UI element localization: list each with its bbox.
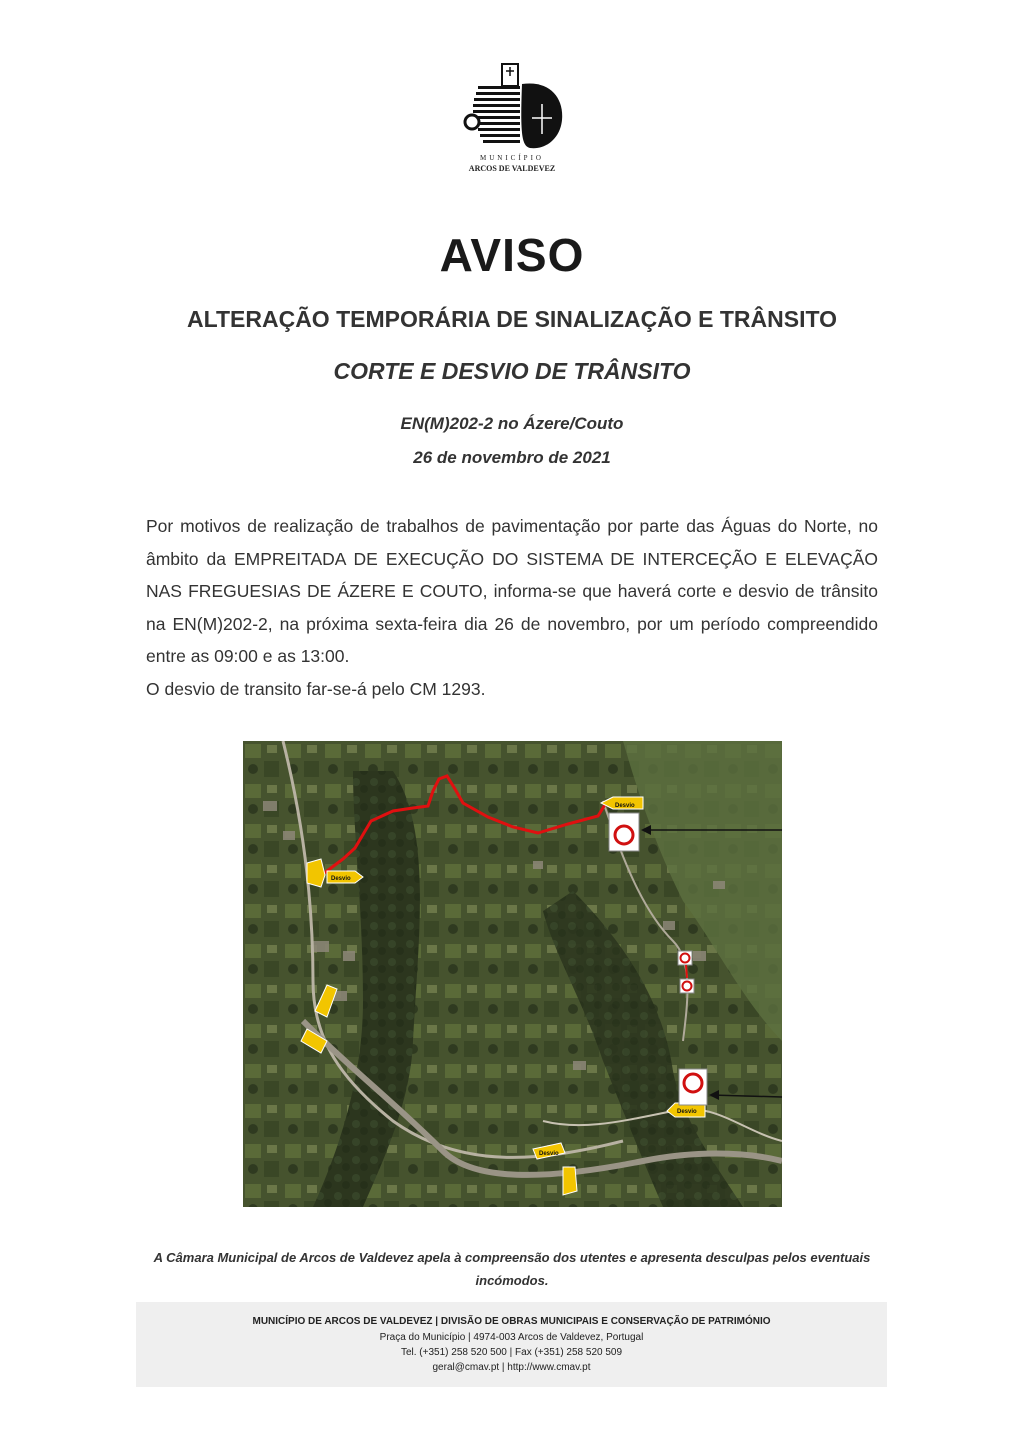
sign-label-south: Desvio	[539, 1151, 559, 1157]
road-closed-sign-mid-1	[678, 951, 692, 965]
notice-detour-info: O desvio de transito far-se-á pelo CM 1293.	[146, 679, 486, 699]
notice-body: Por motivos de realização de trabalhos de pavimentação por parte das Águas do Norte, no âmbito da EMPREITADA DE EXECUÇÃO DO SISTEMA DE INTERCEÇÃO E ELEVAÇÃO NAS FREGUESIAS DE ÁZERE E COUTO, informa-se que haverá corte e desvio de trânsito na EN(M)202-2, na próxima sexta-feira dia 26 de novembro, por um período compreendido entre as 09:00 e as 13:00.	[146, 516, 878, 666]
footer-address: Praça do Município | 4974-003 Arcos de Valdevez, Portugal	[379, 1332, 644, 1343]
footer-organization: MUNICÍPIO DE ARCOS DE VALDEVEZ | DIVISÃO DE OBRAS MUNICIPAIS E CONSERVAÇÃO DE PATRIMÓNIO	[252, 1316, 771, 1327]
notice-date: 26 de novembro de 2021	[413, 448, 611, 467]
logo-emblem-icon	[456, 58, 568, 154]
road-closed-sign-north	[609, 813, 639, 851]
notice-subtitle-italic: CORTE E DESVIO DE TRÂNSITO	[333, 358, 691, 384]
sign-label-north: Desvio	[615, 803, 635, 809]
aerial-map-image	[243, 741, 782, 1207]
footer-contact-block	[136, 1302, 887, 1387]
sign-label-east: Desvio	[677, 1109, 697, 1115]
logo-caption-name: ARCOS DE VALDEVEZ	[468, 164, 556, 173]
detour-sign-west-1	[307, 859, 325, 887]
footer-email-web: geral@cmav.pt | http://www.cmav.pt	[432, 1362, 591, 1373]
logo-caption-municipio: MUNICÍPIO	[480, 154, 544, 162]
road-closed-sign-south	[679, 1069, 707, 1105]
detour-map	[243, 741, 782, 1207]
notice-subtitle: ALTERAÇÃO TEMPORÁRIA DE SINALIZAÇÃO E TRÂNSITO	[187, 306, 837, 332]
sign-label-west: Desvio	[331, 876, 351, 882]
municipality-logo	[456, 58, 568, 176]
closing-apology: A Câmara Municipal de Arcos de Valdevez apela à compreensão dos utentes e apresenta desculpas pelos eventuais incómodos.	[153, 1250, 871, 1288]
road-closed-sign-mid-2	[680, 979, 694, 993]
road-reference: EN(M)202-2 no Ázere/Couto	[400, 414, 624, 433]
closed-section-line	[686, 965, 687, 978]
notice-title: AVISO	[439, 229, 585, 281]
footer-phone-fax: Tel. (+351) 258 520 500 | Fax (+351) 258 520 509	[400, 1347, 623, 1358]
detour-sign-south-2	[563, 1167, 577, 1195]
